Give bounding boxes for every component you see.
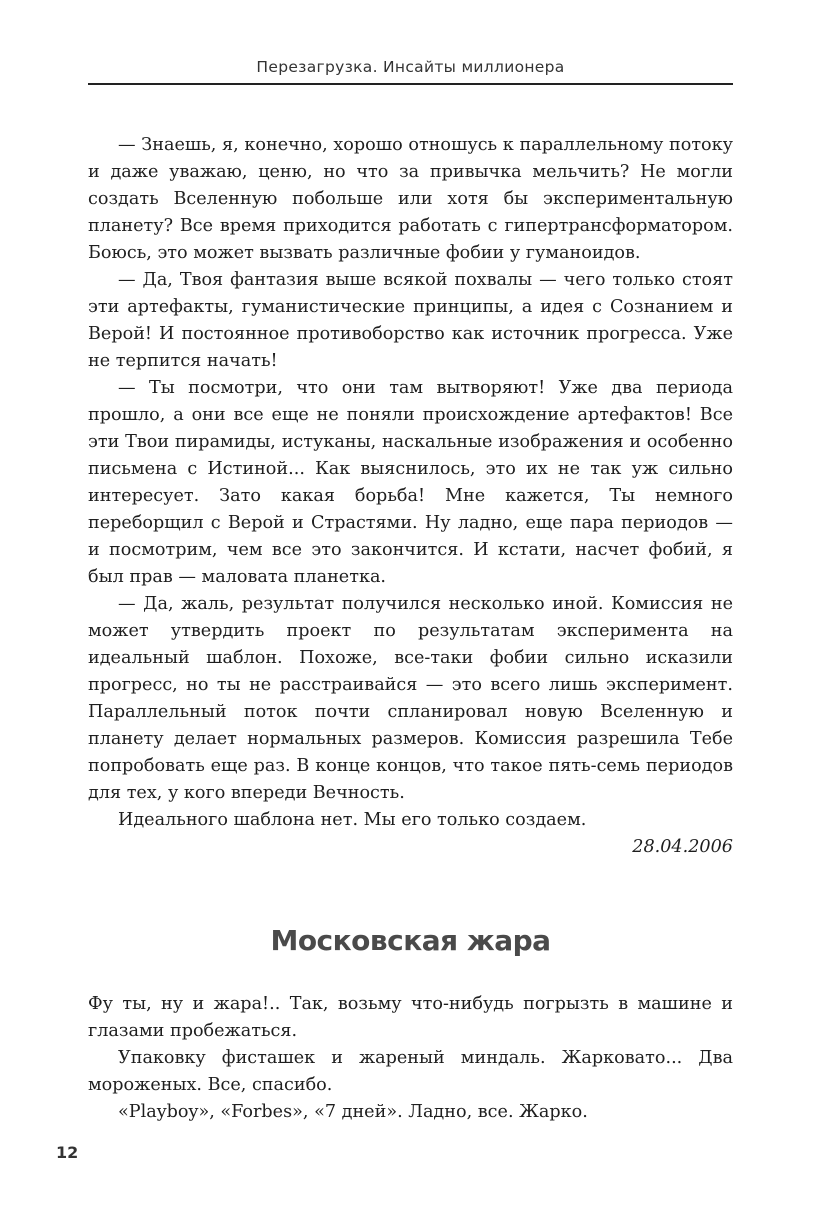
section-title: Московская жара — [270, 924, 551, 957]
dialogue-paragraph-3: — Ты посмотри, что они там вытворяют! Уже два периода прошло, а они все еще не поняли происхождение артефактов! Все эти Твои пирамиды, истуканы, наскальные изображения и особенно письмена с Истиной... Как выяснилось, это их не так уж сильно интересует. Зато какая борьба! Мне кажется, Ты немного переборщил с Верой и Страстями. Ну ладно, еще пара периодов — и посмотрим, чем все это закончится. И кстати, насчет фобий, я был прав — маловата планетка. — [88, 378, 733, 587]
section-paragraph-2: Упаковку фисташек и жареный миндаль. Жарковато... Два мороженых. Все, спасибо. — [88, 1048, 733, 1095]
dialogue-paragraph-2: — Да, Твоя фантазия выше всякой похвалы — чего только стоят эти артефакты, гуманистические принципы, а идея с Сознанием и Верой! И постоянное противоборство как источник прогресса. Уже не терпится начать! — [88, 270, 733, 371]
dialogue-block — [88, 132, 733, 861]
section-paragraph-3: «Playboy», «Forbes», «7 дней». Ладно, все. Жарко. — [118, 1102, 588, 1122]
dialogue-paragraph-1: — Знаешь, я, конечно, хорошо отношусь к параллельному потоку и даже уважаю, ценю, но что за привычка мельчить? Не могли создать Вселенную побольше или хотя бы экспериментальную планету? Все время приходится работать с гипертрансформатором. Боюсь, это может вызвать различные фобии у гуманоидов. — [88, 135, 733, 263]
dialogue-paragraph-4: — Да, жаль, результат получился несколько иной. Комиссия не может утвердить проект по результатам эксперимента на идеальный шаблон. Похоже, все-таки фобии сильно исказили прогресс, но ты не расстраивайся — это всего лишь эксперимент. Параллельный поток почти спланировал новую Вселенную и планету делает нормальных размеров. Комиссия разрешила Тебе попробовать еще раз. В конце концов, что такое пять-семь периодов для тех, у кого впереди Вечность. — [88, 594, 733, 803]
section-body — [88, 991, 733, 1126]
running-head: Перезагрузка. Инсайты миллионера — [256, 58, 565, 76]
section-paragraph-1: Фу ты, ну и жара!.. Так, возьму что-нибудь погрызть в машине и глазами пробежаться. — [88, 994, 733, 1041]
entry-date: 28.04.2006 — [632, 837, 733, 857]
header-rule — [88, 83, 733, 85]
closing-paragraph: Идеального шаблона нет. Мы его только создаем. — [118, 810, 587, 830]
page-number: 12 — [56, 1143, 79, 1162]
